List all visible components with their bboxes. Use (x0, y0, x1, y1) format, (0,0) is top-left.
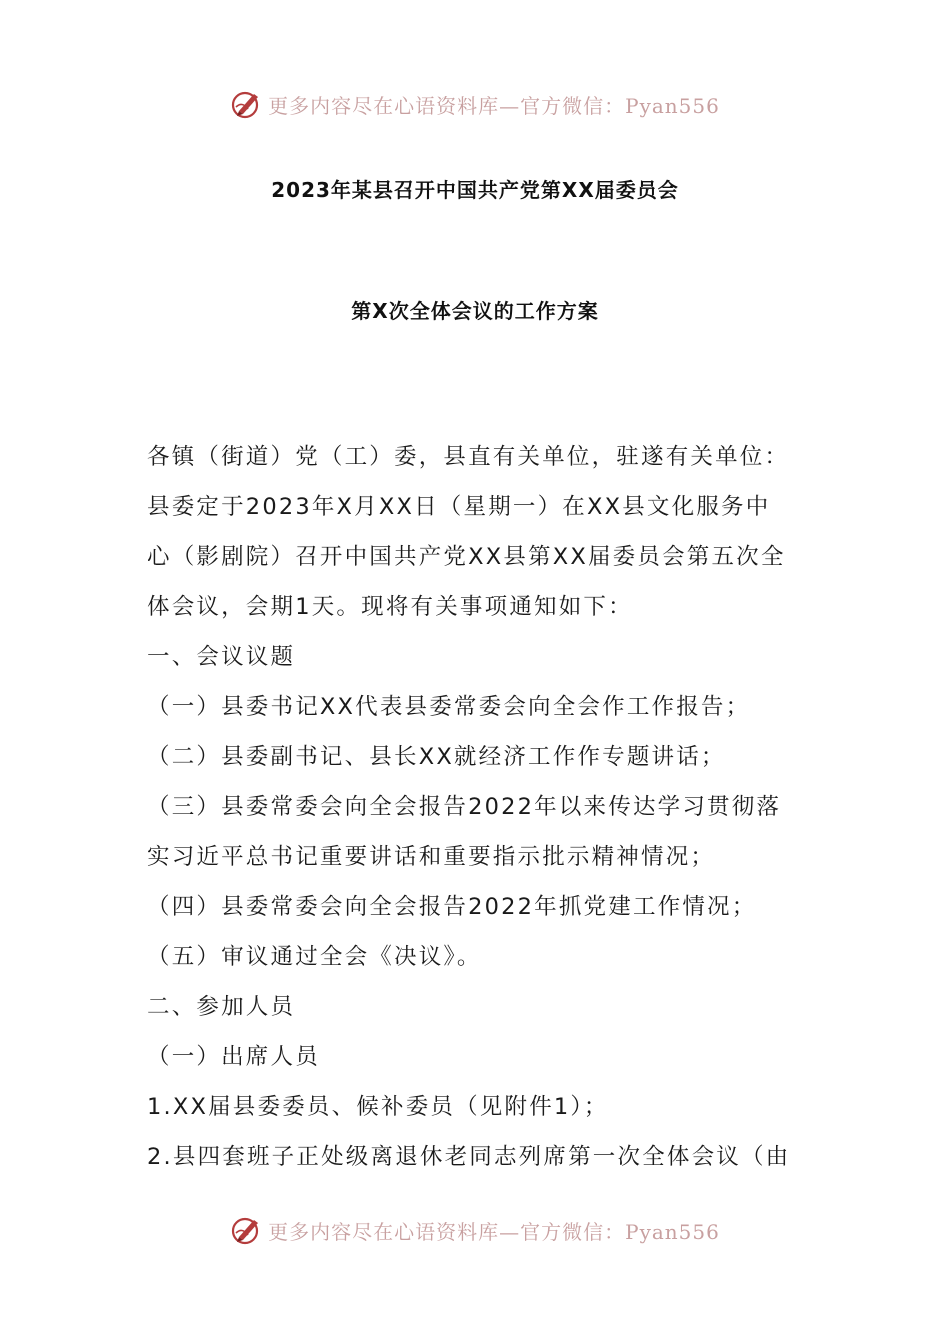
document-body (147, 432, 807, 1182)
body-line: 各镇（街道）党（工）委，县直有关单位，驻遂有关单位： (147, 444, 790, 470)
pen-logo-icon (230, 1213, 264, 1247)
subsection-heading: （一）出席人员 (147, 1044, 320, 1070)
body-line: 实习近平总书记重要讲话和重要指示批示精神情况； (147, 844, 716, 870)
body-line: （一）县委书记XX代表县委常委会向全会作工作报告； (147, 694, 751, 720)
body-line: （二）县委副书记、县长XX就经济工作作专题讲话； (147, 744, 726, 770)
watermark-text: 更多内容尽在心语资料库—官方微信：Pyan556 (268, 93, 720, 118)
section-heading: 二、参加人员 (147, 994, 296, 1020)
watermark-bottom (0, 1210, 950, 1250)
document-title-line-1: 2023年某县召开中国共产党第XX届委员会 (271, 178, 679, 202)
watermark-top (0, 84, 950, 124)
body-line: （三）县委常委会向全会报告2022年以来传达学习贯彻落 (147, 794, 782, 820)
body-line: 体会议，会期1天。现将有关事项通知如下： (147, 594, 633, 620)
watermark-text: 更多内容尽在心语资料库—官方微信：Pyan556 (268, 1219, 720, 1244)
section-heading: 一、会议议题 (147, 644, 296, 670)
body-line: （五）审议通过全会《决议》。 (147, 944, 482, 970)
pen-logo-icon (230, 87, 264, 121)
body-line: 1.XX届县委委员、候补委员（见附件1）； (147, 1094, 609, 1120)
document-title-line-2: 第X次全体会议的工作方案 (351, 299, 599, 323)
body-line: （四）县委常委会向全会报告2022年抓党建工作情况； (147, 894, 757, 920)
body-line: 心（影剧院）召开中国共产党XX县第XX届委员会第五次全 (147, 544, 786, 570)
body-line: 县委定于2023年X月XX日（星期一）在XX县文化服务中 (147, 494, 771, 520)
body-line: 2.县四套班子正处级离退休老同志列席第一次全体会议（由 (147, 1144, 791, 1170)
